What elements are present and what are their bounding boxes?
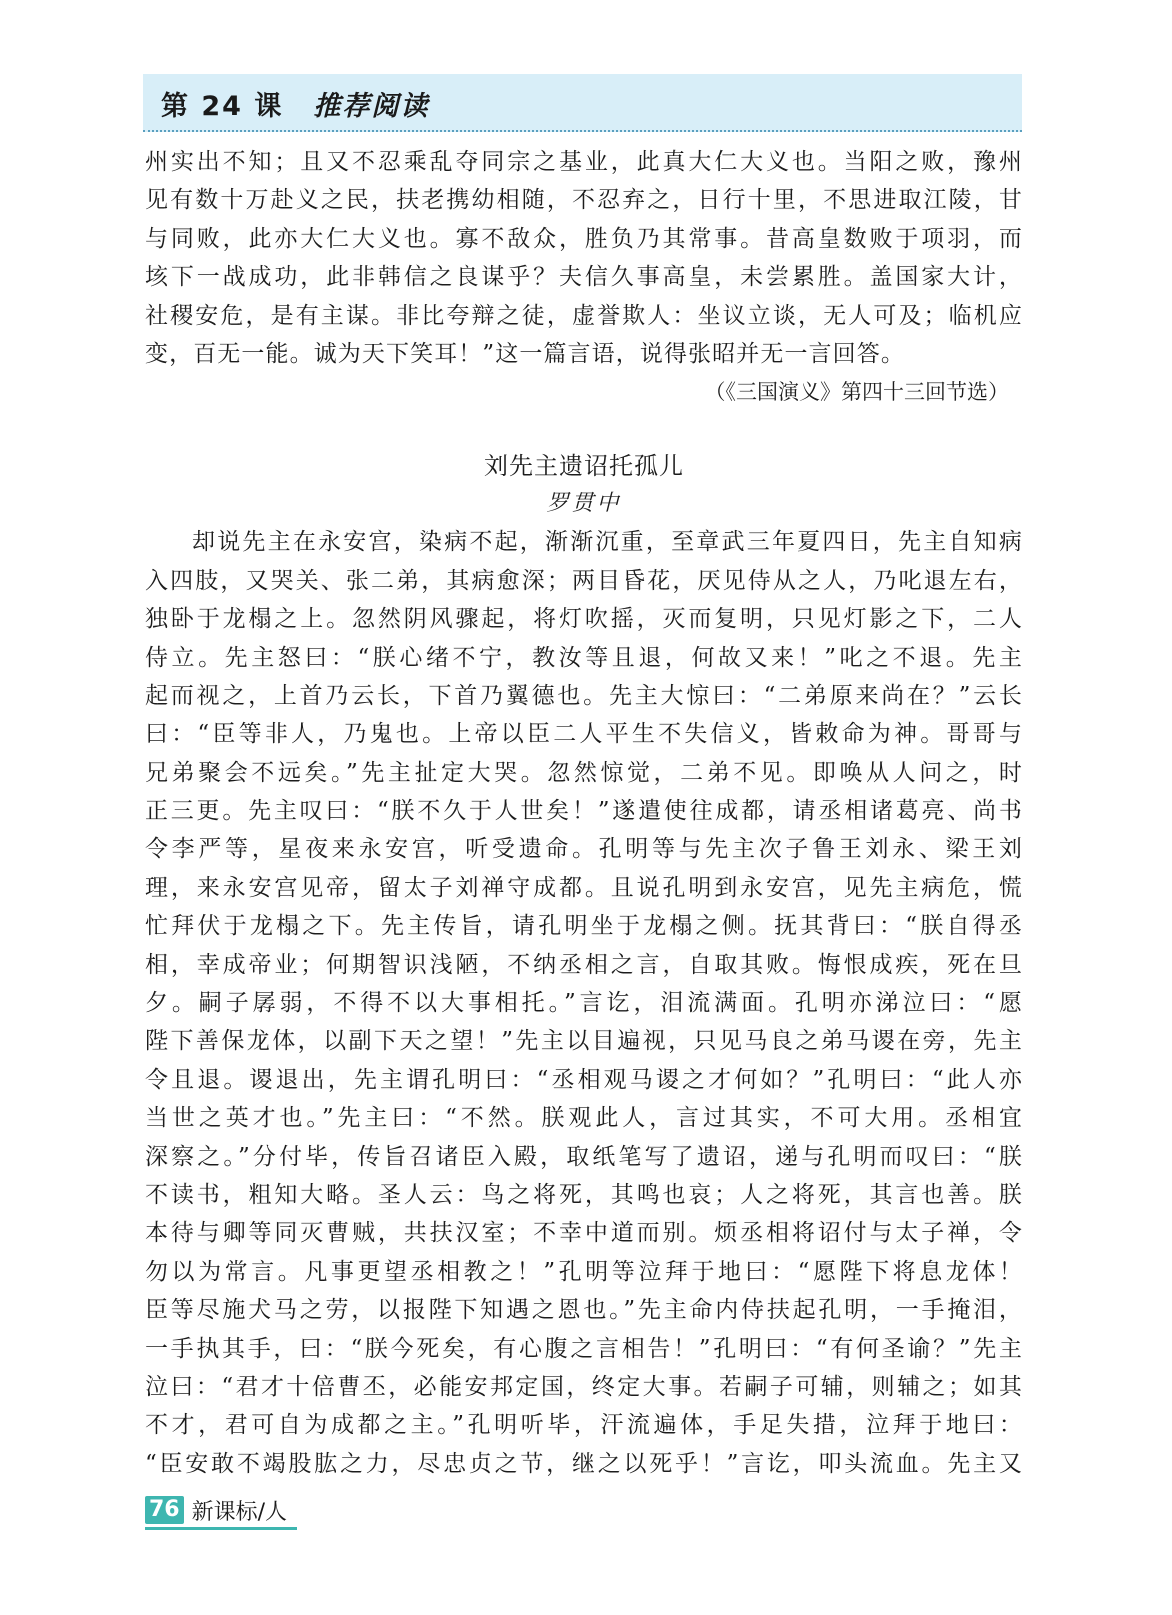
text-line: 忙拜伏于龙榻之下。先主传旨，请孔明坐于龙榻之侧。抚其背曰：“朕自得丞 [145, 913, 1023, 940]
passage-1 [145, 143, 1023, 411]
source-citation: （《三国演义》第四十三回节选） [704, 380, 1009, 405]
text-line: 见有数十万赴义之民，扶老携幼相随，不忍弃之，日行十里，不思进取江陵，甘 [145, 187, 1023, 214]
text-line: 兄弟聚会不远矣。”先主扯定大哭。忽然惊觉，二弟不见。即唤从人问之，时 [145, 759, 1023, 786]
text-line: 正三更。先主叹曰：“朕不久于人世矣！”遂遣使往成都，请丞相诸葛亮、尚书 [145, 798, 1023, 825]
lesson-topic: 推荐阅读 [313, 91, 430, 122]
section-author: 罗贯中 [546, 491, 622, 517]
text-line: 令李严等，星夜来永安宫，听受遗命。孔明等与先主次子鲁王刘永、梁王刘 [145, 836, 1023, 863]
text-line: 不才，君可自为成都之主。”孔明听毕，汗流遍体，手足失措，泣拜于地曰： [145, 1412, 1023, 1439]
text-line: 州实出不知；且又不忍乘乱夺同宗之基业，此真大仁大义也。当阳之败，豫州 [145, 149, 1023, 175]
text-line: 勿以为常言。凡事更望丞相教之！”孔明等泣拜于地曰：“愿陛下将息龙体！ [145, 1258, 1023, 1285]
section-title: 刘先主遗诏托孤儿 [484, 452, 684, 481]
text-line: 当世之英才也。”先主曰：“不然。朕观此人，言过其实，不可大用。丞相宜 [145, 1105, 1023, 1132]
page-content [145, 143, 1023, 1483]
text-line: 一手执其手，曰：“朕今死矣，有心腹之言相告！”孔明曰：“有何圣谕？”先主 [145, 1335, 1023, 1362]
text-line: 深察之。”分付毕，传旨召诸臣入殿，取纸笔写了遗诏，递与孔明而叹曰：“朕 [145, 1143, 1023, 1170]
text-line: 垓下一战成功，此非韩信之良谋乎？夫信久事高皇，未尝累胜。盖国家大计， [145, 264, 1023, 291]
text-line: 社稷安危，是有主谋。非比夸辩之徒，虚誉欺人：坐议立谈，无人可及；临机应 [145, 302, 1023, 329]
text-line: 不读书，粗知大略。圣人云：鸟之将死，其鸣也哀；人之将死，其言也善。朕 [145, 1181, 1023, 1208]
page-number: 76 [145, 1496, 184, 1524]
text-line: 入四肢，又哭关、张二弟，其病愈深；两目昏花，厌见侍从之人，乃叱退左右， [145, 567, 1023, 594]
text-line: 臣等尽施犬马之劳，以报陛下知遇之恩也。”先主命内侍扶起孔明，一手掩泪， [145, 1297, 1023, 1324]
text-line: 陛下善保龙体，以副下天之望！”先主以目遍视，只见马良之弟马谡在旁，先主 [145, 1028, 1023, 1055]
lesson-number: 第 24 课 [161, 91, 284, 122]
text-line: 夕。嗣子孱弱，不得不以大事相托。”言讫，泪流满面。孔明亦涕泣曰：“愿 [145, 990, 1023, 1017]
text-line: 理，来永安宫见帝，留太子刘禅守成都。且说孔明到永安宫，见先主病危，慌 [145, 874, 1023, 901]
lesson-title [161, 84, 429, 123]
passage-2 [145, 447, 1023, 1483]
text-line: 却说先主在永安宫，染病不起，渐渐沉重，至章武三年夏四日，先主自知病 [192, 529, 1023, 556]
text-line: “臣安敢不竭股肱之力，尽忠贞之节，继之以死乎！”言讫，叩头流血。先主又 [145, 1450, 1023, 1477]
text-line: 与同败，此亦大仁大义也。寡不敌众，胜负乃其常事。昔高皇数败于项羽，而 [145, 225, 1023, 252]
text-line: 独卧于龙榻之上。忽然阴风骤起，将灯吹摇，灭而复明，只见灯影之下，二人 [145, 606, 1023, 633]
text-line: 起而视之，上首乃云长，下首乃翼德也。先主大惊曰：“二弟原来尚在？”云长 [145, 682, 1023, 709]
text-line: 令且退。谡退出，先主谓孔明曰：“丞相观马谡之才何如？”孔明曰：“此人亦 [145, 1066, 1023, 1093]
page-footer [145, 1493, 297, 1530]
text-line: 侍立。先主怒曰：“朕心绪不宁，教汝等且退，何故又来！”叱之不退。先主 [145, 644, 1023, 671]
text-line: 变，百无一能。诚为天下笑耳！”这一篇言语，说得张昭并无一言回答。 [145, 340, 905, 367]
text-line: 泣曰：“君才十倍曹丕，必能安邦定国，终定大事。若嗣子可辅，则辅之；如其 [145, 1373, 1023, 1400]
lesson-header [143, 74, 1022, 132]
text-line: 曰：“臣等非人，乃鬼也。上帝以臣二人平生不失信义，皆敕命为神。哥哥与 [145, 721, 1023, 748]
edition-label: 新课标/人 [191, 1499, 288, 1525]
text-line: 本待与卿等同灭曹贼，共扶汉室；不幸中道而别。烦丞相将诏付与太子禅，令 [145, 1220, 1023, 1247]
text-line: 相，幸成帝业；何期智识浅陋，不纳丞相之言，自取其败。悔恨成疾，死在旦 [145, 951, 1023, 978]
